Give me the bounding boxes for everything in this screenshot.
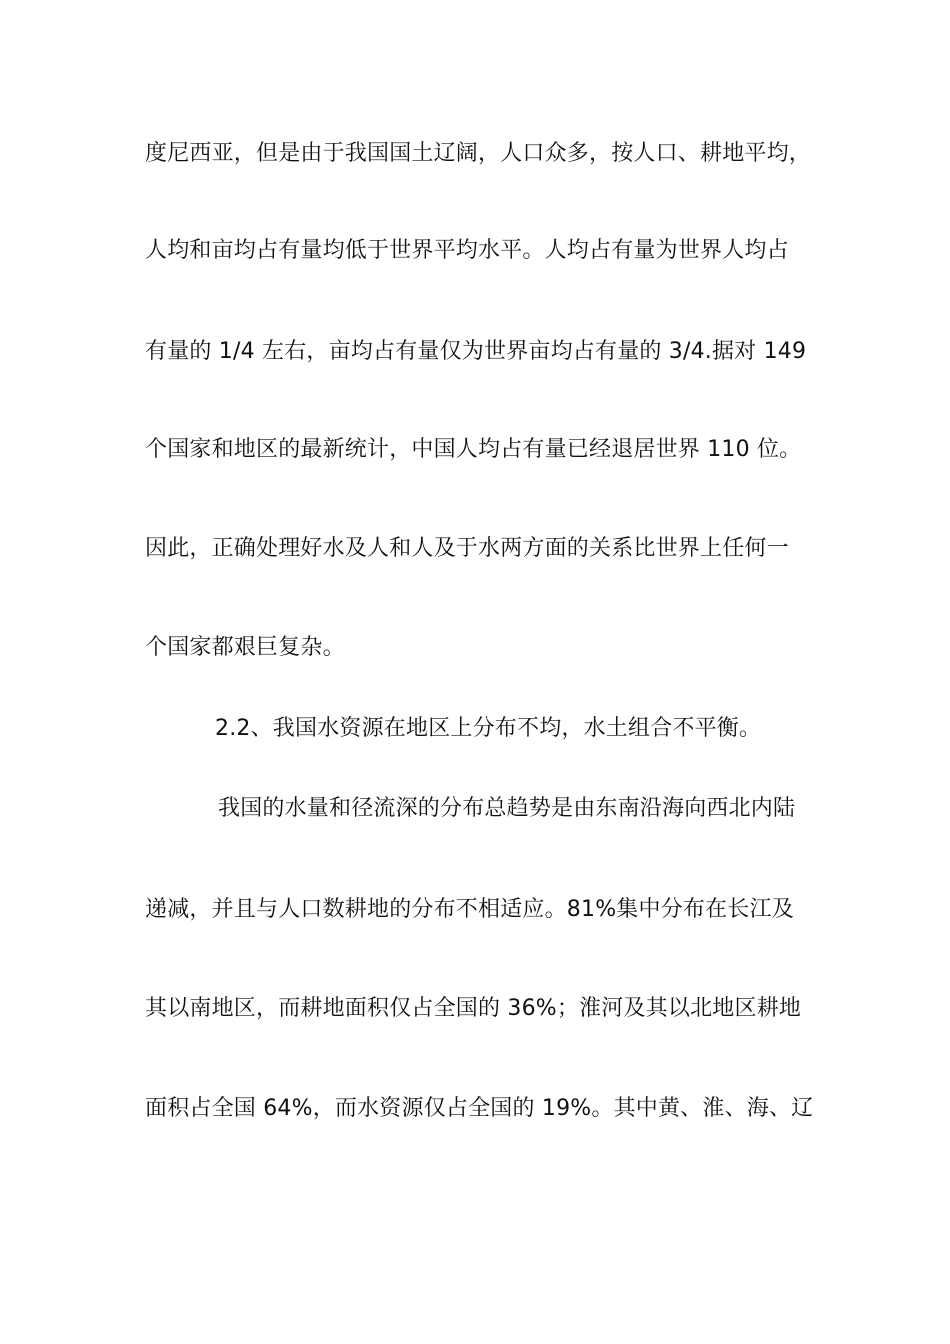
paragraph-line: 递减，并且与人口数耕地的分布不相适应。81%集中分布在长江及 <box>145 897 794 922</box>
paragraph-line: 度尼西亚，但是由于我国国土辽阔，人口众多，按人口、耕地平均， <box>145 141 812 166</box>
paragraph-line: 人均和亩均占有量均低于世界平均水平。人均占有量为世界人均占 <box>145 238 789 263</box>
paragraph-line: 因此，正确处理好水及人和人及于水两方面的关系比世界上任何一 <box>145 536 789 561</box>
paragraph-line: 个国家都艰巨复杂。 <box>145 635 345 660</box>
section-heading: 2.2、我国水资源在地区上分布不均，水土组合不平衡。 <box>215 716 762 741</box>
paragraph-line: 个国家和地区的最新统计，中国人均占有量已经退居世界 110 位。 <box>145 437 802 462</box>
paragraph-line: 其以南地区，而耕地面积仅占全国的 36%；淮河及其以北地区耕地 <box>145 996 802 1021</box>
paragraph-line: 面积占全国 64%，而水资源仅占全国的 19%。其中黄、淮、海、辽 <box>145 1096 814 1121</box>
paragraph-line: 我国的水量和径流深的分布总趋势是由东南沿海向西北内陆 <box>218 796 796 821</box>
paragraph-line: 有量的 1/4 左右，亩均占有量仅为世界亩均占有量的 3/4.据对 149 <box>145 339 807 364</box>
